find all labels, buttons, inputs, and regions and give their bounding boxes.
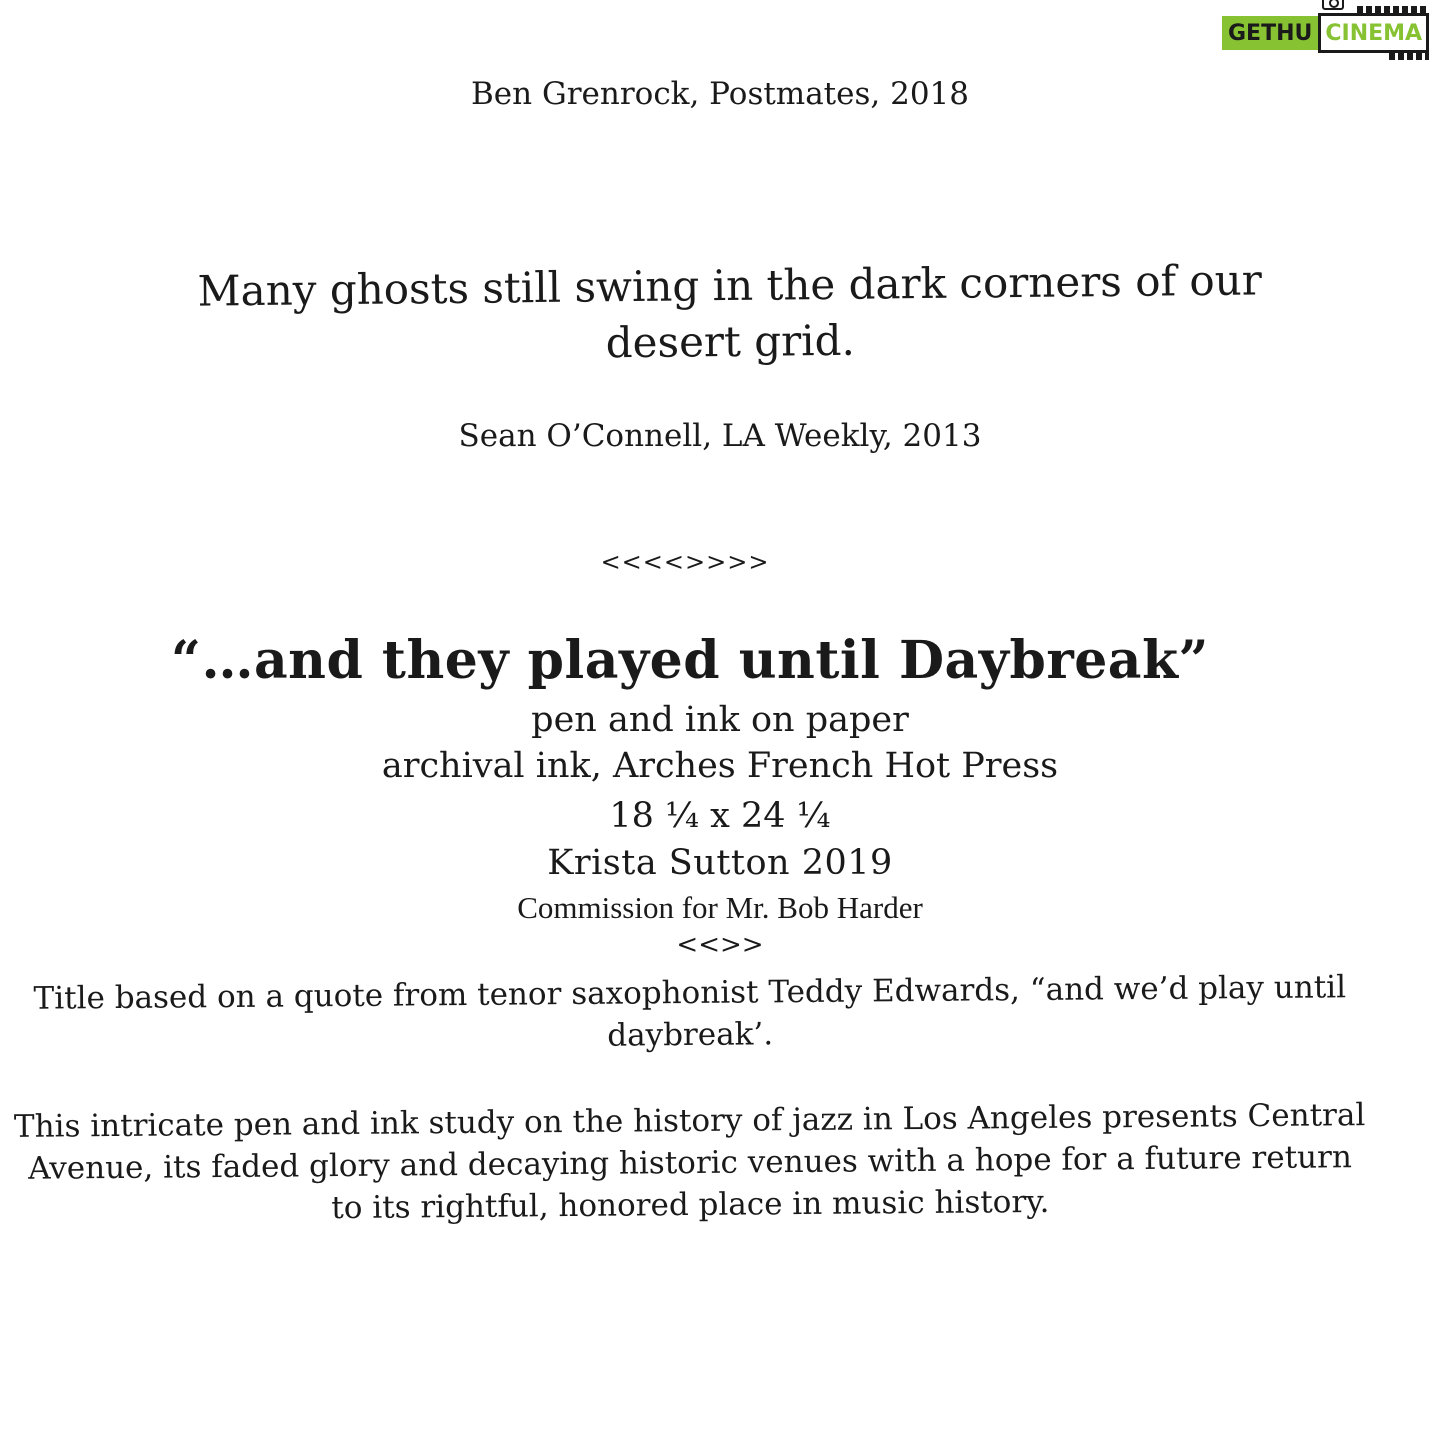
quote1-attribution: Ben Grenrock, Postmates, 2018 — [471, 76, 969, 112]
gethu-cinema-logo — [1222, 8, 1434, 60]
artwork-title: “…and they played until Daybreak” — [171, 630, 1209, 691]
quote2-text: Many ghosts still swing in the dark corners of our desert grid. — [197, 255, 1263, 368]
description: This intricate pen and ink study on the history of jazz in Los Angeles presents Central Avenue, its faded glory and decaying historic venues with a hope for a future return to its rightful, honored place in music history. — [13, 1097, 1366, 1227]
logo-cinema-label: CINEMA — [1325, 20, 1423, 46]
logo-text-gethu: GETHU — [1222, 16, 1318, 50]
quote2-attribution: Sean O’Connell, LA Weekly, 2013 — [458, 418, 982, 454]
artwork-materials: archival ink, Arches French Hot Press — [381, 746, 1059, 786]
title-note: Title based on a quote from tenor saxophonist Teddy Edwards, “and we’d play until daybreak’. — [33, 969, 1347, 1054]
film-strip-bottom-icon — [1389, 53, 1429, 60]
artwork-artist-year: Krista Sutton 2019 — [547, 843, 893, 883]
artwork-medium: pen and ink on paper — [531, 700, 909, 740]
separator-2: <<>> — [676, 930, 764, 960]
artwork-dimensions: 18 ¼ x 24 ¼ — [609, 796, 831, 836]
film-strip-icon — [1357, 6, 1429, 13]
logo-text-cinema — [1318, 13, 1429, 53]
separator-1: <<<<>>>> — [600, 548, 770, 576]
artwork-commission: Commission for Mr. Bob Harder — [517, 890, 923, 925]
camera-icon — [1322, 0, 1344, 10]
